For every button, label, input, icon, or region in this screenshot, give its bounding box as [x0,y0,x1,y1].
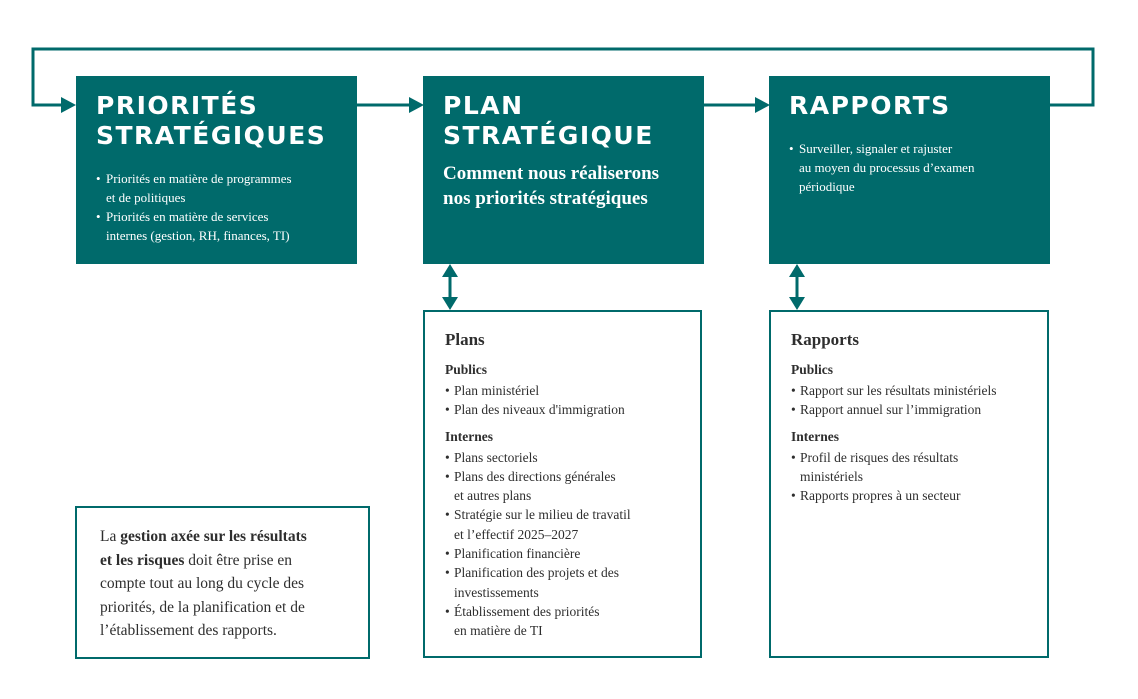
plans-panel-title: Plans [445,330,485,349]
plan-title-line1: PLAN [443,91,524,120]
priorities-title-line2: STRATÉGIQUES [96,121,327,150]
plans-internal-list [445,448,700,641]
priorities-title-line1: PRIORITÉS [96,91,259,120]
reports-bullets [789,139,1050,196]
plan-subtitle: Comment nous réaliserons nos priorités stratégiques [443,163,660,209]
management-note [75,506,370,659]
plans-public-heading: Publics [445,362,488,377]
list-item: • Rapports propres à un secteur [791,486,1047,505]
arrowhead-up-plan [442,264,458,277]
list-item: • Plans sectoriels [445,448,700,467]
priorities-bullet: • Priorités en matière de programmes et de politiques [96,169,357,207]
list-item: • Plan des niveaux d'immigration [445,400,700,419]
reports-title: RAPPORTS [789,91,951,120]
management-note-text: La gestion axée sur les résultats et les risques doit être prise en compte tout au long du cycle des priorités, de la planification et de l’établissement des rapports. [100,528,307,639]
list-item: • Rapport annuel sur l’immigration [791,400,1047,419]
rapports-internal-heading: Internes [791,428,839,444]
plans-panel [423,310,702,658]
arrowhead-down-rapports [789,297,805,310]
arrowhead-into-priorities [61,97,76,113]
reports-box [769,76,1050,264]
priorities-bullets [96,169,357,245]
arrowhead-into-reports [755,97,770,113]
plan-title [443,91,704,151]
list-item: • Plans des directions générales et autres plans [445,467,700,506]
list-item: • Planification des projets et des investissements [445,563,700,602]
priorities-box [76,76,357,264]
rapports-internal-list [791,448,1047,506]
plans-internal-heading: Internes [445,428,493,444]
priorities-title [96,91,357,151]
plan-title-line2: STRATÉGIQUE [443,121,654,150]
list-item: • Profil de risques des résultats ministériels [791,448,1047,487]
list-item: • Planification financière [445,544,700,563]
arrowhead-up-reports [789,264,805,277]
list-item: • Plan ministériel [445,381,700,400]
list-item: • Stratégie sur le milieu de travatil et l’effectif 2025–2027 [445,505,700,544]
rapports-public-list [791,381,1047,420]
plans-public-list [445,381,700,420]
rapports-public-heading: Publics [791,362,834,377]
reports-bullet: • Surveiller, signaler et rajuster au moyen du processus d’examen périodique [789,139,1050,196]
arrowhead-down-plans [442,297,458,310]
rapports-panel-title: Rapports [791,330,860,349]
list-item: • Rapport sur les résultats ministériels [791,381,1047,400]
priorities-bullet: • Priorités en matière de services internes (gestion, RH, finances, TI) [96,207,357,245]
rapports-panel [769,310,1049,658]
plan-box [423,76,704,264]
list-item: • Établissement des priorités en matière de TI [445,602,700,641]
arrowhead-into-plan [409,97,424,113]
